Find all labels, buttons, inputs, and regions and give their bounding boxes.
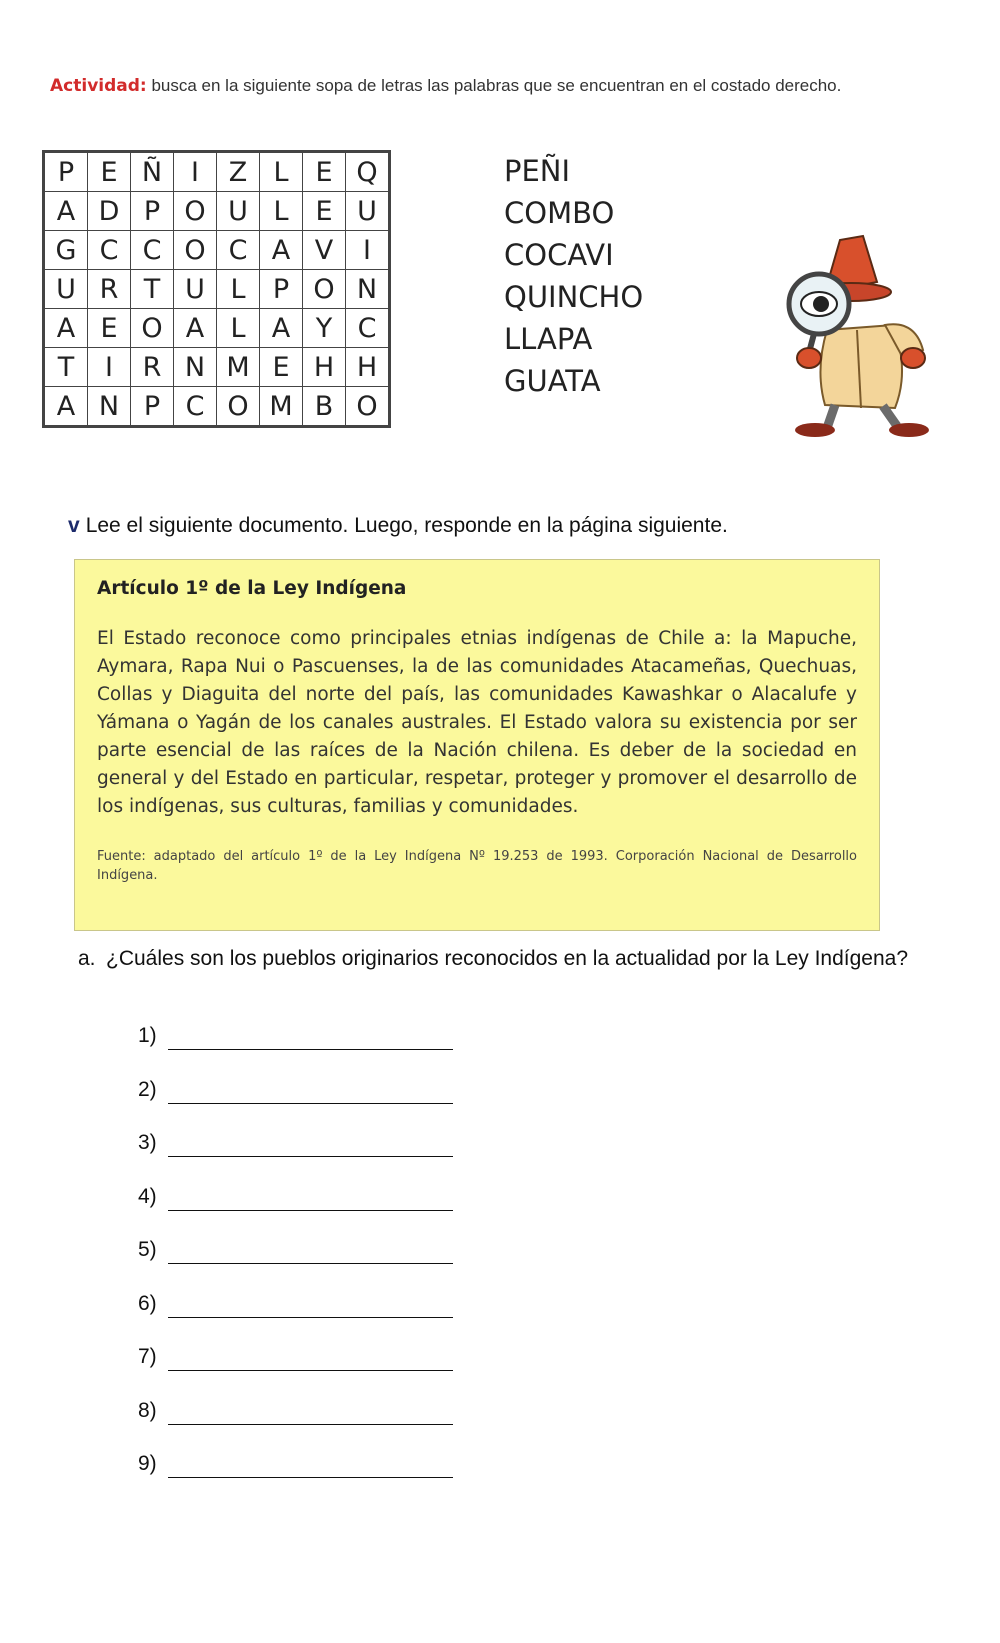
word-item: COMBO: [504, 196, 615, 230]
word-item: LLAPA: [504, 322, 593, 356]
activity-label: Actividad:: [50, 76, 147, 96]
answer-row: [138, 1185, 453, 1239]
grid-cell[interactable]: Q: [346, 152, 390, 192]
grid-cell[interactable]: U: [346, 192, 390, 231]
grid-cell[interactable]: L: [217, 309, 260, 348]
answer-row: [138, 1292, 453, 1346]
article-source: Fuente: adaptado del artículo 1º de la Ley Indígena Nº 19.253 de 1993. Corporación Nacional de Desarrollo Indígena.: [97, 849, 857, 883]
grid-cell[interactable]: C: [131, 231, 174, 270]
grid-cell[interactable]: P: [260, 270, 303, 309]
grid-cell[interactable]: O: [346, 387, 390, 427]
answer-number: 7): [138, 1345, 157, 1368]
grid-cell[interactable]: D: [88, 192, 131, 231]
word-search-grid: [42, 150, 391, 428]
grid-row: [44, 348, 390, 387]
word-item: COCAVI: [504, 238, 614, 272]
article-box: [74, 559, 880, 931]
answer-blank-line[interactable]: [168, 1399, 453, 1425]
answer-row: [138, 1131, 453, 1185]
answer-blank-line[interactable]: [168, 1185, 453, 1211]
grid-cell[interactable]: N: [174, 348, 217, 387]
grid-cell[interactable]: Ñ: [131, 152, 174, 192]
answer-number: 9): [138, 1452, 157, 1475]
question-letter: a.: [78, 947, 96, 970]
grid-cell[interactable]: R: [131, 348, 174, 387]
answer-blank-line[interactable]: [168, 1292, 453, 1318]
grid-row: [44, 152, 390, 192]
answer-number: 1): [138, 1024, 157, 1047]
answer-row: [138, 1399, 453, 1453]
answer-blank-line[interactable]: [168, 1238, 453, 1264]
grid-cell[interactable]: A: [44, 192, 88, 231]
grid-cell[interactable]: A: [260, 309, 303, 348]
grid-cell[interactable]: E: [88, 309, 131, 348]
grid-cell[interactable]: A: [44, 309, 88, 348]
grid-cell[interactable]: O: [174, 231, 217, 270]
word-list: [504, 150, 643, 402]
grid-cell[interactable]: M: [260, 387, 303, 427]
grid-cell[interactable]: O: [303, 270, 346, 309]
grid-cell[interactable]: E: [303, 152, 346, 192]
answer-number: 5): [138, 1238, 157, 1261]
grid-cell[interactable]: B: [303, 387, 346, 427]
grid-cell[interactable]: I: [346, 231, 390, 270]
word-item: QUINCHO: [504, 280, 644, 314]
grid-cell[interactable]: C: [346, 309, 390, 348]
grid-cell[interactable]: N: [346, 270, 390, 309]
grid-cell[interactable]: O: [217, 387, 260, 427]
activity-instructions: [50, 72, 930, 100]
question-a: [78, 945, 918, 973]
check-mark-icon: v: [68, 514, 80, 537]
grid-cell[interactable]: A: [44, 387, 88, 427]
question-text: ¿Cuáles son los pueblos originarios reconocidos en la actualidad por la Ley Indígena?: [106, 947, 909, 970]
answer-number: 8): [138, 1398, 157, 1422]
grid-row: [44, 231, 390, 270]
article-body: El Estado reconoce como principales etnias indígenas de Chile a: la Mapuche, Aymara, Rapa Nui o Pascuenses, la de las comunidades Atacameñas, Quechuas, Collas y Diaguita del norte del país, las comunidades Kawashkar o Alacalufe y Yámana o Yagán de los canales australes. El Estado valora su existencia por ser parte esencial de las raíces de la Nación chilena. Es deber de la sociedad en general y del Estado en particular, respetar, proteger y promover el desarrollo de los indígenas, sus culturas, familias y comunidades.: [97, 628, 857, 817]
activity-text: busca en la siguiente sopa de letras las palabras que se encuentran en el costado derecho.: [146, 76, 842, 95]
grid-cell[interactable]: U: [44, 270, 88, 309]
grid-cell[interactable]: U: [174, 270, 217, 309]
answer-number: 2): [138, 1077, 157, 1101]
answer-row: [138, 1078, 453, 1132]
answer-row: [138, 1238, 453, 1292]
grid-cell[interactable]: Z: [217, 152, 260, 192]
grid-cell[interactable]: R: [88, 270, 131, 309]
answer-number: 3): [138, 1131, 157, 1154]
article-title: Artículo 1º de la Ley Indígena: [97, 578, 407, 599]
grid-cell[interactable]: C: [217, 231, 260, 270]
answer-blank-line[interactable]: [168, 1131, 453, 1157]
grid-cell[interactable]: G: [44, 231, 88, 270]
grid-cell[interactable]: L: [260, 152, 303, 192]
grid-row: [44, 270, 390, 309]
reading-instruction: [68, 514, 728, 538]
detective-illustration-icon: [785, 230, 935, 440]
word-item: PEÑI: [504, 154, 571, 188]
grid-cell[interactable]: U: [217, 192, 260, 231]
grid-cell[interactable]: E: [260, 348, 303, 387]
grid-cell[interactable]: P: [131, 192, 174, 231]
grid-cell[interactable]: I: [174, 152, 217, 192]
grid-cell[interactable]: L: [260, 192, 303, 231]
grid-cell[interactable]: V: [303, 231, 346, 270]
answer-row: [138, 1452, 453, 1506]
grid-cell[interactable]: H: [346, 348, 390, 387]
word-item: GUATA: [504, 364, 601, 398]
grid-cell[interactable]: O: [174, 192, 217, 231]
grid-cell[interactable]: N: [88, 387, 131, 427]
grid-cell[interactable]: P: [131, 387, 174, 427]
grid-row: [44, 309, 390, 348]
grid-row: [44, 192, 390, 231]
grid-row: [44, 387, 390, 427]
grid-cell[interactable]: A: [174, 309, 217, 348]
answer-row: [138, 1345, 453, 1399]
grid-cell[interactable]: O: [131, 309, 174, 348]
answer-blank-line[interactable]: [168, 1452, 453, 1478]
grid-cell[interactable]: M: [217, 348, 260, 387]
answer-blank-line[interactable]: [168, 1345, 453, 1371]
grid-cell[interactable]: E: [303, 192, 346, 231]
answer-list: [138, 1024, 453, 1506]
instruction-text: Lee el siguiente documento. Luego, responde en la página siguiente.: [85, 514, 728, 537]
grid-cell[interactable]: H: [303, 348, 346, 387]
grid-cell[interactable]: C: [88, 231, 131, 270]
answer-number: 6): [138, 1291, 157, 1315]
grid-cell[interactable]: L: [217, 270, 260, 309]
answer-blank-line[interactable]: [168, 1024, 453, 1050]
grid-cell[interactable]: T: [44, 348, 88, 387]
grid-cell[interactable]: T: [131, 270, 174, 309]
answer-number: 4): [138, 1184, 157, 1208]
grid-cell[interactable]: P: [44, 152, 88, 192]
answer-row: [138, 1024, 453, 1078]
grid-cell[interactable]: Y: [303, 309, 346, 348]
grid-cell[interactable]: C: [174, 387, 217, 427]
grid-cell[interactable]: E: [88, 152, 131, 192]
grid-cell[interactable]: I: [88, 348, 131, 387]
grid-cell[interactable]: A: [260, 231, 303, 270]
answer-blank-line[interactable]: [168, 1078, 453, 1104]
